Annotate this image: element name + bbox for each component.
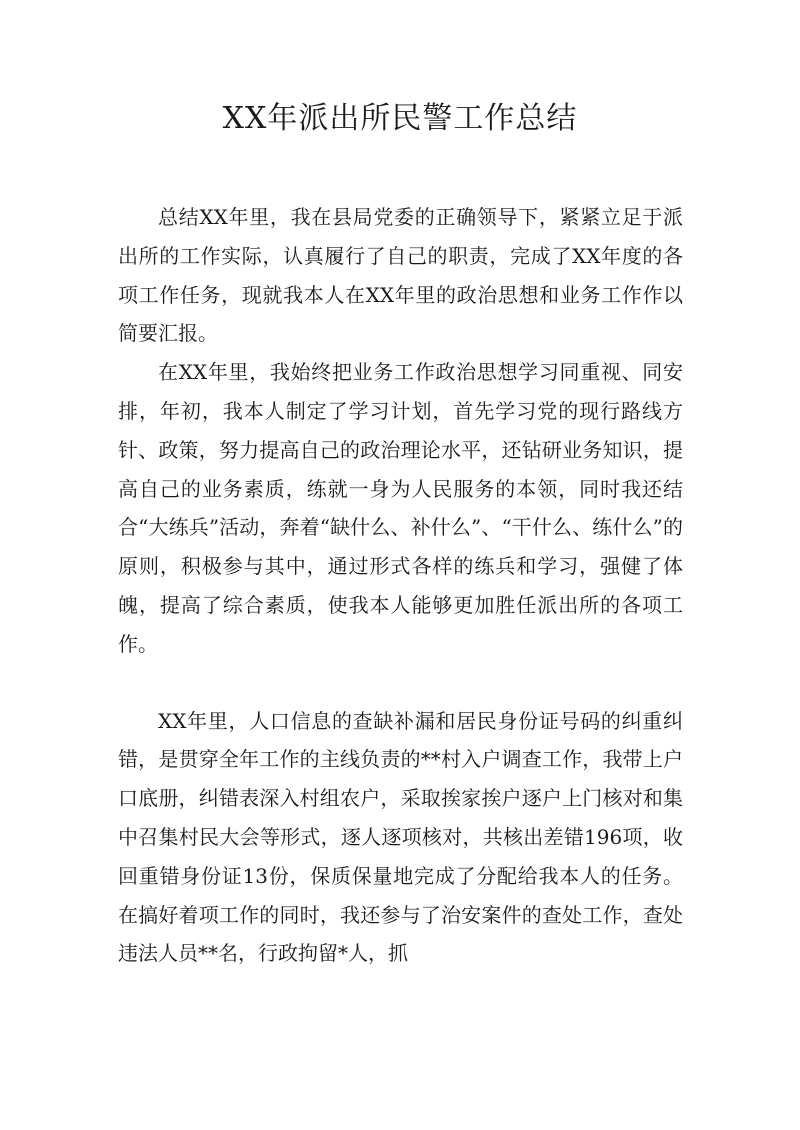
document-title: XX年派出所民警工作总结 <box>222 101 578 136</box>
paragraph-population-info: XX年里，人口信息的查缺补漏和居民身份证号码的纠重纠错，是贯穿全年工作的主线负责的**村入户调查工作，我带上户口底册，纠错表深入村组农户，采取挨家挨户逐户上门核对和集中召集村民大会等形式，逐人逐项核对，共核出差错196项，收回重错身份证13份，保质保量地完成了分配给我本人的任务。在搞好着项工作的同时，我还参与了治安案件的查处工作，查处违法人员**名，行政拘留*人，抓 <box>118 708 683 966</box>
paragraph-spacer <box>118 664 683 702</box>
paragraph-political-study: 在XX年里，我始终把业务工作政治思想学习同重视、同安排，年初，我本人制定了学习计划，首先学习党的现行路线方针、政策，努力提高自己的政治理论水平，还钻研业务知识，提高自己的业务素质，练就一身为人民服务的本领，同时我还结合“大练兵”活动，奔着“缺什么、补什么”、“干什么、练什么”的原则，积极参与其中，通过形式各样的练兵和学习，强健了体魄，提高了综合素质，使我本人能够更加胜任派出所的各项工作。 <box>118 360 683 656</box>
paragraph-summary-intro: 总结XX年里，我在县局党委的正确领导下，紧紧立足于派出所的工作实际，认真履行了自己的职责，完成了XX年度的各项工作任务，现就我本人在XX年里的政治思想和业务工作作以简要汇报。 <box>118 205 683 346</box>
document-body <box>118 198 683 973</box>
